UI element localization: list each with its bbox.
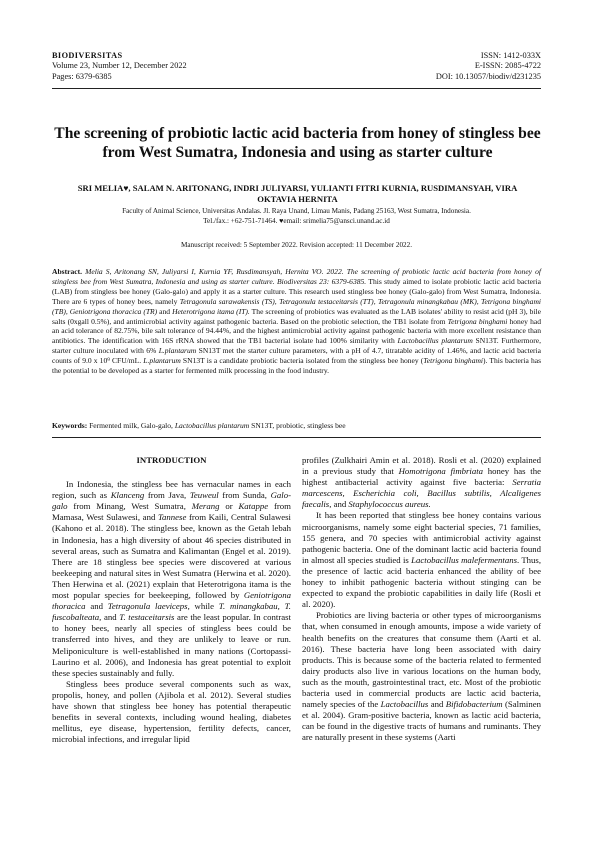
abstract-text: The screening of probiotics was evaluated as the LAB isolates' ability to resist acid (pH 3), bile salts (0xgall 0.5%), and antimicrobial activity against pathogenic bacteria. Based on the probiotic selection, the TB1 isolate from	[52, 306, 542, 326]
author-list: SRI MELIA♥, SALAM N. ARITONANG, INDRI JULIYARSI, YULIANTI FITRI KURNIA, RUSDIMANSYAH, VIRA OKTAVIA HERNITA	[77, 183, 518, 204]
issn: ISSN: 1412-033X	[480, 51, 541, 60]
abstract-text: SN13T. Furthermore, starter culture inoculated with 6%	[52, 336, 542, 356]
journal-name: BIODIVERSITAS	[52, 51, 123, 60]
abstract-citation: Melia S, Aritonang SN, Juliyarsi I, Kurnia YF, Rusdimansyah, Hernita VO. 2022. The screening of probiotic lactic acid bacteria from honey of stingless bee from West Sumatra, Indonesia and using as starter culture. Biodiversitas 23: 6379-6385.	[52, 267, 541, 286]
species-name: Tetrigona binghami	[447, 316, 508, 326]
species-name: Lactobacillus plantarum	[174, 421, 250, 430]
paragraph: It has been reported that stingless bee honey contains various microorganisms, namely some eight bacterial species, 71 families, 155 genera, and 70 species with antimicrobial activity against pathogenic bacteria. One of the dominant lactic acid bacteria found in almost all species studied is Lactobacillus malefermentans. Thus, the presence of lactic acid bacteria enhanced the ability of bee honey to inhibit pathogenic bacteria without stinging can be expected to expand the probiotic capabilities in daily life (Rosli et al. 2020).	[302, 510, 542, 610]
species-name: Tetragonula sarawakensis (TS), Tetragonula testaceitarsis (TT), Tetragonula minangkabau (MK), Tetrigona binghami (TB), Geniotrigona thoracica (TR)	[52, 296, 541, 316]
body-column-right	[302, 455, 541, 743]
page-range: Pages: 6379-6385	[52, 71, 112, 81]
abstract-text: SN13T is a candidate probiotic bacteria isolated from the stingless bee honey (	[180, 356, 424, 366]
abstract-text: and	[157, 306, 173, 316]
journal-header-right	[436, 51, 541, 82]
paragraph: Stingless bees produce several components such as wax, propolis, honey, and pollen (Ajibola et al. 2012). Several studies have shown that stingless bee honey has potential therapeutic benefits in several contexts, including wound healing, diabetes mellitus, eye disease, hypertension, fertility defects, cancer, microbial infections, and irregular lipid	[52, 678, 291, 745]
affiliation	[52, 207, 541, 227]
body-column-left	[52, 455, 291, 745]
abstract	[52, 267, 541, 376]
doi: DOI: 10.13057/biodiv/d231235	[435, 71, 541, 81]
paragraph: profiles (Zulkhairi Amin et al. 2018). Rosli et al. (2020) explained in a previous study that Homotrigona fimbriata honey has the highest antibacterial activity against five bacteria: Serratia marcescens, Escherichia coli, Bacillus subtilis, Alcaligenes faecalis, and Staphylococcus aureus.	[302, 455, 541, 510]
paragraph: Probiotics are living bacteria or other types of microorganisms that, when consumed in enough amounts, impose a wide variety of health benefits on the creatures that consume them (Aarti et al. 2016). These bacteria have long been associated with dairy products. This is because some of the bacteria related to fermented dairy products also live in various locations on the human body, such as the mouth, gastrointestinal tract, etc. Most of the probiotic bacteria used in commercial products are lactic acid bacteria, namely species of the Lactobacillus and Bifidobacterium (Salminen et al. 2004). Gram-positive bacteria, known as lactic acid bacteria, can be found in the digestive tracts of humans and ruminants. They are naturally present in these systems (Aarti	[302, 610, 541, 743]
paragraph: In Indonesia, the stingless bee has vernacular names in each region, such as Klanceng from Java, Teuweul from Sunda, Galo-galo from Minang, West Sumatra, Merang or Katappe from Mamasa, West Sulawesi, and Tannese from Kaili, Central Sulawesi (Kahono et al. 2018). The stingless bee, known as the Getah lebah in Indonesia, has a high diversity of about 46 species distributed in several areas, such as Sumatra and Kalimantan (Engel et al. 2019). There are 18 stingless bee species were discovered at various beekeeping and natural sites in West Sumatra (Herwina et al. 2020). Then Herwina et al. (2021) explain that Heterotrigona itama is the most popular species for beekeeping, followed by Geniotrigona thoracica and Tetragonula laeviceps, while T. minangkabau, T. fuscobalteata, and T. testaceitarsis are the least popular. In contrast to honey bees, nearly all species of stingless bees could be transferred into hives, and they are unlikely to leave or run. Meliponiculture is well-established in many nations (Cortopassi-Laurino et al. 2006), and Indonesia has great potential to exploit these species sustainably and fully.	[52, 479, 292, 678]
affiliation-address: Faculty of Animal Science, Universitas Andalas. Jl. Raya Unand, Limau Manis, Padang 25163, West Sumatra, Indonesia.	[122, 207, 471, 215]
species-name: Heterotrigona itama (IT).	[172, 306, 250, 316]
keywords-text: Fermented milk, Galo-galo,	[87, 421, 175, 430]
species-name: Tetrigona binghami	[423, 356, 484, 366]
abstract-text: honey had an acid tolerance of 82.75%, bile salt tolerance of 94.44%, and the highest antimicrobial activity against pathogenic bacteria with more excellent resistance than antibiotics. The identification with 16S rRNA showed that the TB1 bacterial isolate had 100% similarity with	[52, 316, 541, 346]
contact-info: Tel./fax.: +62-751-71464. ♥email: srimelia75@ansci.unand.ac.id	[203, 216, 390, 225]
journal-header-left	[52, 51, 187, 82]
keywords	[52, 421, 541, 431]
abstract-text: This study aimed to isolate probiotic lactic acid bacteria (LAB) from stingless bee honey (Galo-galo) and apply it as a starter culture. This research used stingless bee honey (Galo-galo) from West Sumatra, Indonesia. There are 6 types of honey bees, namely	[52, 276, 541, 306]
header-divider	[52, 88, 541, 89]
species-name: L.plantarum	[158, 346, 197, 356]
section-heading: INTRODUCTION	[136, 455, 207, 465]
species-name: L.plantarum	[143, 356, 181, 366]
paper-title: The screening of probiotic lactic acid bacteria from honey of stingless bee from West Sumatra, Indonesia and using as starter culture	[54, 125, 541, 161]
keywords-text: SN13T, probiotic, stingless bee	[249, 421, 346, 430]
abstract-text: ). This bacteria has the potential to be developed as a starter for fermented milk processing in the food industry.	[52, 356, 542, 376]
volume-info: Volume 23, Number 12, December 2022	[52, 61, 187, 71]
keywords-label: Keywords:	[52, 421, 88, 430]
abstract-divider	[52, 437, 541, 438]
eissn: E-ISSN: 2085-4722	[474, 61, 541, 71]
species-name: Lactobacillus plantarum	[397, 336, 473, 346]
abstract-text: SN13T met the starter culture parameters, with a pH of 4.7, titratable acidity of 1.46%, and lactic acid bacteria counts of 9.0 x 10⁹ CFU/mL.	[52, 346, 542, 366]
manuscript-dates: Manuscript received: 5 September 2022. Revision accepted: 11 December 2022.	[180, 241, 413, 249]
abstract-label: Abstract.	[52, 267, 82, 276]
